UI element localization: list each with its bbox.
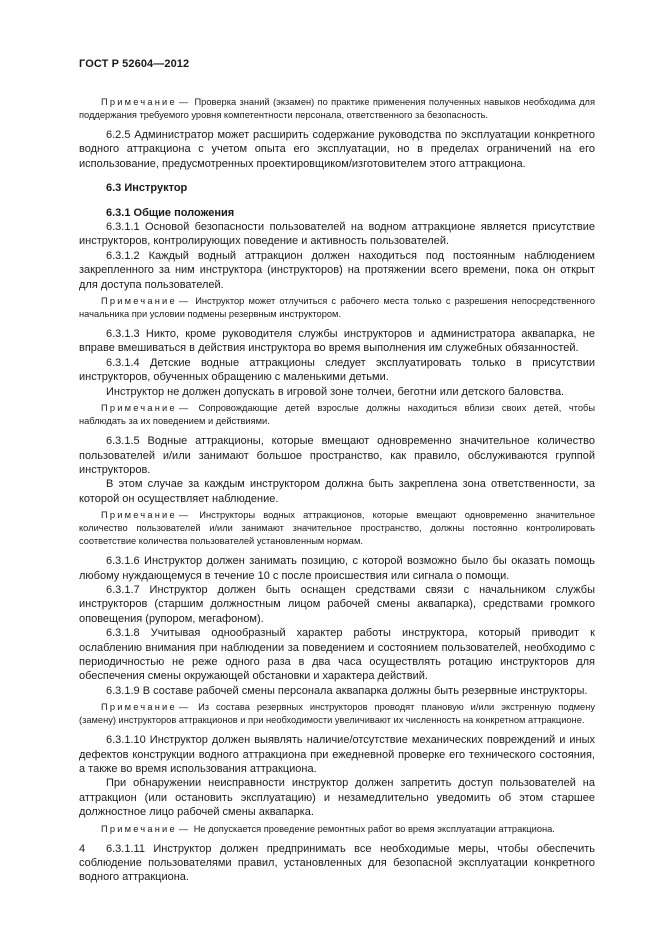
note-label: Примечание <box>101 823 177 834</box>
note-1 <box>79 96 595 122</box>
paragraph-6-3-1-5: 6.3.1.5 Водные аттракционы, которые вмещают одновременно значительное количество пользователей и/или занимают большое пространство, как правило, обслуживаются группой инструкторов. <box>79 435 595 476</box>
paragraph-6-3-1-8: 6.3.1.8 Учитывая однообразный характер работы инструктора, который приводит к ослаблению внимания при наблюдении за поведением и состоянием пользователей, необходимо с периодичностью не реже одного раза в два часа осуществлять ротацию инструкторов для обеспечения смены окружающей обстановки и характера действий. <box>79 627 595 683</box>
note-6 <box>79 823 595 836</box>
note-text: Проверка знаний (экзамен) по практике применения полученных навыков необходима для поддержания требуемого уровня компетентности персонала, ответственного за безопасность. <box>79 97 596 120</box>
paragraph-6-3-1-5-continued: В этом случае за каждым инструктором должна быть закреплена зона ответственности, за которой он осуществляет наблюдение. <box>79 478 595 505</box>
page-number: 4 <box>79 843 86 855</box>
paragraph-6-3-1-9: 6.3.1.9 В составе рабочей смены персонала аквапарка должны быть резервные инструкторы. <box>106 684 588 697</box>
paragraph-6-3-1-3: 6.3.1.3 Никто, кроме руководителя службы инструкторов и администратора аквапарка, не вправе вмешиваться в действия инструктора во время выполнения им служебных обязанностей. <box>79 328 595 355</box>
note-dash: — <box>178 97 189 107</box>
paragraph-6-2-5: 6.2.5 Администратор может расширить содержание руководства по эксплуатации конкретного водного аттракциона с учетом опыта его эксплуатации, но в пределах ограничений на его использование, предусмотренных проектировщиком/изготовителем этого аттракциона. <box>79 129 595 170</box>
note-dash: — <box>178 702 189 713</box>
paragraph-6-3-1-10-continued: При обнаружении неисправности инструктор должен запретить доступ пользователей на аттракцион (или остановить эксплуатацию) и незамедлительно уведомить об этом старшее должностное лицо рабочей смены аквапарка. <box>79 777 595 819</box>
paragraph-6-3-1-2: 6.3.1.2 Каждый водный аттракцион должен находиться под постоянным наблюдением закрепленного за ним инструктора (инструкторов) на протяжении всего времени, пока он открыт для доступа пользователей. <box>79 249 595 291</box>
note-3 <box>79 402 595 428</box>
note-text: Инструктор может отлучиться с рабочего места только с разрешения непосредственного начальника при условии подмены резервным инструктором. <box>79 296 595 320</box>
note-2 <box>79 295 595 321</box>
note-5 <box>79 701 595 727</box>
section-heading-6-3: 6.3 Инструктор <box>106 182 188 195</box>
note-text: Сопровождающие детей взрослые должны находиться вблизи своих детей, чтобы наблюдать за их поведением и действиями. <box>79 403 595 427</box>
paragraph-6-3-1-4: 6.3.1.4 Детские водные аттракционы следует эксплуатировать только в присутствии инструкторов, обученных обращению с маленькими детьми. <box>79 356 595 384</box>
paragraph-6-3-1-1: 6.3.1.1 Основой безопасности пользователей на водном аттракционе является присутствие инструкторов, контролирующих поведение и активность пользователей. <box>79 221 595 248</box>
paragraph-6-3-1-10: 6.3.1.10 Инструктор должен выявлять наличие/отсутствие механических повреждений и иных дефектов конструкции водного аттракциона при ежедневной проверке его технического состояния, а также во время использования аттракциона. <box>79 734 595 775</box>
note-text: Из состава резервных инструкторов проводят плановую и/или экстренную подмену (замену) инструкторов аттракционов и при необходимости увеличивают их численность на конкретном аттракционе. <box>79 702 595 726</box>
note-label: Примечание <box>101 403 177 414</box>
note-text: Не допускается проведение ремонтных работ во время эксплуатации аттракциона. <box>193 823 555 834</box>
note-dash: — <box>178 823 189 834</box>
note-label: Примечание <box>101 510 177 521</box>
note-dash: — <box>178 510 189 521</box>
paragraph-6-3-1-6: 6.3.1.6 Инструктор должен занимать позицию, с которой возможно было бы оказать помощь любому нуждающемуся в течение 10 с после происшествия или сигнала о помощи. <box>79 555 595 582</box>
note-text: Инструкторы водных аттракционов, которые вмещают одновременно значительное количество пользователей и/или занимают значительное пространство, должны постоянно контролировать соответствие количества пользователей установленным нормам. <box>79 510 595 547</box>
paragraph-6-3-1-7: 6.3.1.7 Инструктор должен быть оснащен средствами связи с начальником службы инструкторов (старшим должностным лицом рабочей смены аквапарка), средствами громкого оповещения (рупором, мегафоном). <box>79 583 595 625</box>
note-dash: — <box>178 403 189 414</box>
paragraph-6-3-1-4-continued: Инструктор не должен допускать в игровой зоне толчеи, беготни или детского баловства. <box>106 385 565 398</box>
note-label: Примечание <box>101 296 177 307</box>
document-page <box>79 58 595 885</box>
paragraph-6-3-1-11: 6.3.1.11 Инструктор должен предпринимать все необходимые меры, чтобы обеспечить соблюдение пользователями правил, установленных для безопасной эксплуатации конкретного водного аттракциона. <box>79 842 595 884</box>
note-4 <box>79 509 595 548</box>
note-dash: — <box>178 296 189 307</box>
subsection-heading-6-3-1: 6.3.1 Общие положения <box>106 206 235 219</box>
note-label: Примечание <box>101 702 177 713</box>
document-header: ГОСТ Р 52604—2012 <box>79 58 190 70</box>
note-label: Примечание <box>101 97 177 107</box>
